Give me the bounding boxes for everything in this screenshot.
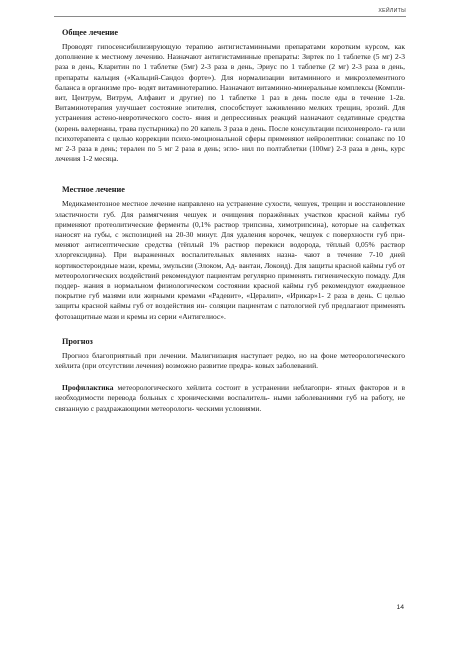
section-prognosis (55, 336, 405, 371)
running-title: ХЕЙЛИТЫ (378, 8, 406, 14)
running-header (54, 5, 406, 17)
section-heading: Общее лечение (62, 28, 119, 37)
prophylaxis-paragraph (55, 383, 405, 414)
page-number: 14 (396, 604, 404, 611)
section-prophylaxis (55, 383, 405, 414)
prophylaxis-text: метеорологического хейлита состоит в устранении неблагопри- ятных факторов и в необходимости перевода больных с хроническими воспалитель- ными заболеваниями губ на работу, не связанную с раздражающими метеорологи- ческими условиями. (55, 383, 405, 413)
section-paragraph: Проводят гипосенсибилизирующую терапию антигистаминными препаратами коротким курсом, как дополнение к местному лечению. Назначают антигистаминные препараты: Зиртек по 1 таблетке (5 мг) 2-3 раза в день, Кларитин по 1 таблетке (5мг) 2-3 раза в день, Эриус по 1 таблетке (2 мг) 2-3 раза в день, препараты кальция («Кальций-Сандоз форте»). Для нормализации витаминного и микроэлементного баланса в организме про- водят витаминотерапию. Назначают витаминно-минеральные комплексы (Компли- вит, Центрум, Витрум, Алфавит и другие) по 1 таблетке 1 раз в день после еды в течение 1-2в. Витаминотерапия улучшает состояние эпителия, способствует заживлению мелких трещин, эрозий. Для устранения астено-невротического состо- яния и депрессивных реакций назначают седативные средства (корень валерианы, трава пустырника) по 20 капель 3 раза в день. После консультации психоневроло- га или психотерапевта с целью коррекции психо-эмоциональной сферы применяют нейролептики: сонапакс по 10 мг 2-3 раза в день; терален по 5 мг 2 раза в день; эгло- нил по полтаблетки (100мг) 2-3 раза в день, курс лечения 1-2 месяца. (55, 42, 405, 164)
section-heading: Прогноз (62, 336, 93, 346)
page-content (55, 27, 405, 414)
section-local-treatment (55, 184, 405, 321)
section-paragraph: Прогноз благоприятный при лечении. Малигнизация наступает редко, но на фоне метеорологического хейлита (при отсутствии лечения) возможно развитие предра- ковых заболеваний. (55, 350, 405, 371)
prophylaxis-label: Профилактика (62, 383, 114, 393)
section-paragraph: Медикаментозное местное лечение направлено на устранение сухости, чешуек, трещин и восстановление эластичности губ. Для размягчения чешуек и очищения поражённых участков красной каймы губ применяют протеолитические ферменты (0,1% раствор трипсина, химотрипсина), которые на салфетках наносят на губы, с экспозицией на 20-30 минут. Для удаления корочек, чешуек с поверхности губ при- меняют антисептические средства (тёплый 1% раствор перекиси водорода, тёплый 0,05% раствор хлоргексидина). При выраженных воспалительных явлениях назна- чают в течение 7-10 дней кортикостероидные мази, кремы, эмульсии (Элоком, Ад- вантан, Локоид). Для защиты красной каймы губ от метеорологических воздействий рекомендуют пациентам регулярно применять гигиеническую помаду. Для поддер- жания в нормальном физиологическом состоянии красной каймы губ рекомендуют ежедневное покрытие губ мазями или жирными кремами «Радевит», «Цералип», «Ирикар»1- 2 раза в день. С целью защиты красной каймы губ от воздействия ин- соляции пациентам с патологией губ предлагают применять фотозащитные мази и кремы из серии «Антигелиос». (55, 199, 405, 321)
section-general-treatment (55, 27, 405, 164)
section-heading: Местное лечение (62, 185, 125, 195)
